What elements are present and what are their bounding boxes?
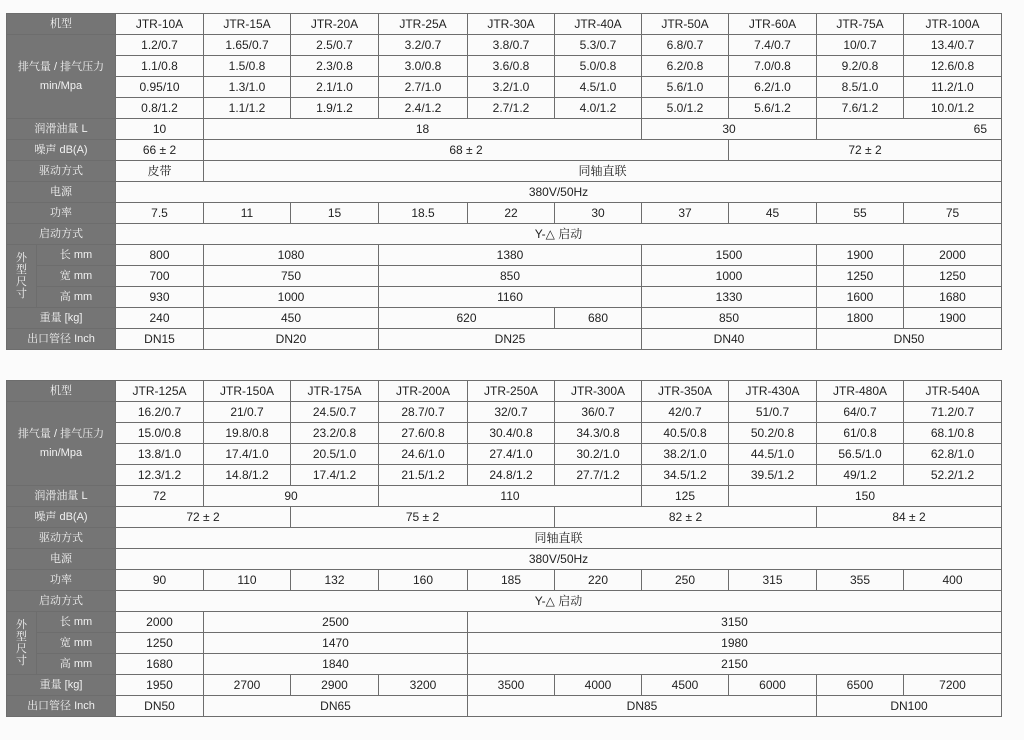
pressure-row	[7, 77, 1002, 98]
model-cell: JTR-125A	[116, 381, 204, 402]
pressure-cell: 6.2/1.0	[729, 77, 817, 98]
dim-cell: 1080	[204, 245, 379, 266]
noise-cell: 72 ± 2	[116, 507, 291, 528]
pressure-cell: 28.7/0.7	[379, 402, 468, 423]
drive-row	[7, 528, 1002, 549]
pressure-cell: 3.2/1.0	[468, 77, 555, 98]
air-pressure-label: 排气量 / 排气压力 min/Mpa	[7, 35, 116, 119]
pressure-cell: 19.8/0.8	[204, 423, 291, 444]
pressure-cell: 64/0.7	[817, 402, 904, 423]
weight-cell: 2900	[291, 675, 379, 696]
drive-row	[7, 161, 1002, 182]
outlet-row	[7, 329, 1002, 350]
start-cell: Y-△ 启动	[116, 224, 1002, 245]
pressure-cell: 5.6/1.2	[729, 98, 817, 119]
outlet-cell: DN25	[379, 329, 642, 350]
pressure-cell: 7.0/0.8	[729, 56, 817, 77]
lube-cell: 30	[642, 119, 817, 140]
noise-cell: 84 ± 2	[817, 507, 1002, 528]
lube-cell: 10	[116, 119, 204, 140]
model-cell: JTR-175A	[291, 381, 379, 402]
weight-cell: 3200	[379, 675, 468, 696]
pressure-cell: 40.5/0.8	[642, 423, 729, 444]
pressure-cell: 51/0.7	[729, 402, 817, 423]
outlet-cell: DN85	[468, 696, 817, 717]
lube-cell: 150	[729, 486, 1002, 507]
pressure-cell: 1.1/1.2	[204, 98, 291, 119]
width-label: 宽 mm	[37, 266, 116, 287]
weight-cell: 850	[642, 308, 817, 329]
pressure-cell: 36/0.7	[555, 402, 642, 423]
power-supply-row	[7, 182, 1002, 203]
outlet-cell: DN65	[204, 696, 468, 717]
pressure-cell: 6.8/0.7	[642, 35, 729, 56]
model-cell: JTR-200A	[379, 381, 468, 402]
dim-cell: 2500	[204, 612, 468, 633]
length-row	[7, 245, 1002, 266]
outlet-cell: DN100	[817, 696, 1002, 717]
power-supply-row	[7, 549, 1002, 570]
weight-cell: 6500	[817, 675, 904, 696]
weight-cell: 450	[204, 308, 379, 329]
power-cell: 160	[379, 570, 468, 591]
pressure-cell: 71.2/0.7	[904, 402, 1002, 423]
pressure-cell: 68.1/0.8	[904, 423, 1002, 444]
model-cell: JTR-40A	[555, 14, 642, 35]
pressure-cell: 21/0.7	[204, 402, 291, 423]
dim-cell: 1840	[204, 654, 468, 675]
pressure-cell: 5.0/0.8	[555, 56, 642, 77]
pressure-cell: 2.3/0.8	[291, 56, 379, 77]
width-row	[7, 266, 1002, 287]
weight-cell: 680	[555, 308, 642, 329]
drive-cell: 皮带	[116, 161, 204, 182]
height-label: 高 mm	[37, 287, 116, 308]
pressure-cell: 17.4/1.0	[204, 444, 291, 465]
model-cell: JTR-350A	[642, 381, 729, 402]
pressure-cell: 14.8/1.2	[204, 465, 291, 486]
pressure-row	[7, 402, 1002, 423]
air-pressure-label: 排气量 / 排气压力 min/Mpa	[7, 402, 116, 486]
power-cell: 220	[555, 570, 642, 591]
dim-cell: 1330	[642, 287, 817, 308]
outlet-cell: DN15	[116, 329, 204, 350]
pressure-cell: 2.5/0.7	[291, 35, 379, 56]
pressure-cell: 13.4/0.7	[904, 35, 1002, 56]
pressure-cell: 4.0/1.2	[555, 98, 642, 119]
lube-cell	[817, 119, 1002, 140]
power-cell: 185	[468, 570, 555, 591]
dim-cell: 1900	[817, 245, 904, 266]
start-label: 启动方式	[7, 224, 116, 245]
pressure-cell: 5.3/0.7	[555, 35, 642, 56]
height-row	[7, 654, 1002, 675]
power-supply-label: 电源	[7, 182, 116, 203]
length-row	[7, 612, 1002, 633]
power-cell: 90	[116, 570, 204, 591]
dim-cell: 1000	[642, 266, 817, 287]
pressure-cell: 0.8/1.2	[116, 98, 204, 119]
weight-row	[7, 308, 1002, 329]
pressure-cell: 34.3/0.8	[555, 423, 642, 444]
pressure-cell: 30.4/0.8	[468, 423, 555, 444]
dim-cell: 3150	[468, 612, 1002, 633]
pressure-cell: 1.2/0.7	[116, 35, 204, 56]
pressure-cell: 61/0.8	[817, 423, 904, 444]
pressure-cell: 15.0/0.8	[116, 423, 204, 444]
dim-cell: 1250	[904, 266, 1002, 287]
noise-cell: 72 ± 2	[729, 140, 1002, 161]
pressure-cell: 3.2/0.7	[379, 35, 468, 56]
noise-row	[7, 507, 1002, 528]
lube-row	[7, 119, 1002, 140]
outlet-cell: DN50	[116, 696, 204, 717]
lube-label: 润滑油量 L	[7, 119, 116, 140]
model-row	[7, 381, 1002, 402]
model-cell: JTR-430A	[729, 381, 817, 402]
pressure-cell: 21.5/1.2	[379, 465, 468, 486]
pressure-row	[7, 98, 1002, 119]
start-label: 启动方式	[7, 591, 116, 612]
weight-cell: 1800	[817, 308, 904, 329]
pressure-cell: 3.6/0.8	[468, 56, 555, 77]
pressure-cell: 38.2/1.0	[642, 444, 729, 465]
pressure-cell: 0.95/10	[116, 77, 204, 98]
pressure-cell: 4.5/1.0	[555, 77, 642, 98]
dim-cell: 1000	[204, 287, 379, 308]
dim-cell: 850	[379, 266, 642, 287]
model-row	[7, 14, 1002, 35]
pressure-cell: 8.5/1.0	[817, 77, 904, 98]
weight-cell: 7200	[904, 675, 1002, 696]
pressure-cell: 56.5/1.0	[817, 444, 904, 465]
lube-cell: 125	[642, 486, 729, 507]
start-row	[7, 224, 1002, 245]
power-label: 功率	[7, 570, 116, 591]
dim-cell: 1500	[642, 245, 817, 266]
pressure-row	[7, 465, 1002, 486]
lube-cell: 110	[379, 486, 642, 507]
drive-cell: 同轴直联	[116, 528, 1002, 549]
dim-cell: 1250	[817, 266, 904, 287]
pressure-row	[7, 56, 1002, 77]
power-supply-label: 电源	[7, 549, 116, 570]
model-cell: JTR-150A	[204, 381, 291, 402]
model-cell: JTR-15A	[204, 14, 291, 35]
pressure-cell: 12.6/0.8	[904, 56, 1002, 77]
power-label: 功率	[7, 203, 116, 224]
dim-cell: 2000	[904, 245, 1002, 266]
noise-cell: 75 ± 2	[291, 507, 555, 528]
pressure-cell: 30.2/1.0	[555, 444, 642, 465]
power-cell: 7.5	[116, 203, 204, 224]
pressure-cell: 20.5/1.0	[291, 444, 379, 465]
pressure-cell: 1.1/0.8	[116, 56, 204, 77]
pressure-cell: 50.2/0.8	[729, 423, 817, 444]
noise-cell: 68 ± 2	[204, 140, 729, 161]
pressure-cell: 49/1.2	[817, 465, 904, 486]
dim-cell: 1250	[116, 633, 204, 654]
pressure-cell: 7.6/1.2	[817, 98, 904, 119]
pressure-cell: 1.65/0.7	[204, 35, 291, 56]
model-cell: JTR-480A	[817, 381, 904, 402]
length-label: 长 mm	[37, 612, 116, 633]
pressure-cell: 9.2/0.8	[817, 56, 904, 77]
model-cell: JTR-300A	[555, 381, 642, 402]
pressure-row	[7, 444, 1002, 465]
spec-table-1	[6, 13, 1002, 350]
pressure-cell: 39.5/1.2	[729, 465, 817, 486]
dim-cell: 1680	[904, 287, 1002, 308]
power-cell: 110	[204, 570, 291, 591]
weight-cell: 3500	[468, 675, 555, 696]
model-cell: JTR-30A	[468, 14, 555, 35]
pressure-cell: 23.2/0.8	[291, 423, 379, 444]
power-cell: 315	[729, 570, 817, 591]
outlet-cell: DN20	[204, 329, 379, 350]
noise-label: 噪声 dB(A)	[7, 140, 116, 161]
pressure-cell: 2.1/1.0	[291, 77, 379, 98]
model-cell: JTR-100A	[904, 14, 1002, 35]
dim-cell: 2150	[468, 654, 1002, 675]
pressure-cell: 12.3/1.2	[116, 465, 204, 486]
outlet-label: 出口管径 Inch	[7, 696, 116, 717]
dim-cell: 800	[116, 245, 204, 266]
pressure-cell: 7.4/0.7	[729, 35, 817, 56]
power-supply-cell: 380V/50Hz	[116, 549, 1002, 570]
pressure-cell: 44.5/1.0	[729, 444, 817, 465]
weight-cell: 4500	[642, 675, 729, 696]
power-cell: 55	[817, 203, 904, 224]
model-label: 机型	[7, 14, 116, 35]
power-cell: 400	[904, 570, 1002, 591]
pressure-cell: 13.8/1.0	[116, 444, 204, 465]
outlet-cell: DN50	[817, 329, 1002, 350]
model-label: 机型	[7, 381, 116, 402]
dim-cell: 930	[116, 287, 204, 308]
pressure-cell: 1.3/1.0	[204, 77, 291, 98]
lube-row	[7, 486, 1002, 507]
pressure-cell: 24.8/1.2	[468, 465, 555, 486]
weight-label: 重量 [kg]	[7, 308, 116, 329]
pressure-cell: 2.7/1.0	[379, 77, 468, 98]
power-cell: 18.5	[379, 203, 468, 224]
weight-cell: 620	[379, 308, 555, 329]
model-cell: JTR-540A	[904, 381, 1002, 402]
pressure-cell: 10.0/1.2	[904, 98, 1002, 119]
pressure-cell: 24.6/1.0	[379, 444, 468, 465]
pressure-cell: 1.9/1.2	[291, 98, 379, 119]
pressure-cell: 27.4/1.0	[468, 444, 555, 465]
spec-table-2	[6, 380, 1002, 717]
noise-cell: 66 ± 2	[116, 140, 204, 161]
dimensions-label: 外型尺寸	[7, 245, 37, 308]
noise-cell: 82 ± 2	[555, 507, 817, 528]
power-cell: 250	[642, 570, 729, 591]
outlet-cell: DN40	[642, 329, 817, 350]
pressure-cell: 11.2/1.0	[904, 77, 1002, 98]
dim-cell: 700	[116, 266, 204, 287]
noise-row	[7, 140, 1002, 161]
dim-cell: 1980	[468, 633, 1002, 654]
dim-cell: 1600	[817, 287, 904, 308]
weight-cell: 1950	[116, 675, 204, 696]
drive-label: 驱动方式	[7, 161, 116, 182]
pressure-cell: 62.8/1.0	[904, 444, 1002, 465]
pressure-cell: 10/0.7	[817, 35, 904, 56]
pressure-cell: 17.4/1.2	[291, 465, 379, 486]
dim-cell: 1470	[204, 633, 468, 654]
weight-cell: 6000	[729, 675, 817, 696]
pressure-cell: 6.2/0.8	[642, 56, 729, 77]
dim-cell: 750	[204, 266, 379, 287]
pressure-cell: 27.6/0.8	[379, 423, 468, 444]
dimensions-label: 外型尺寸	[7, 612, 37, 675]
pressure-cell: 24.5/0.7	[291, 402, 379, 423]
lube-cell: 90	[204, 486, 379, 507]
power-cell: 15	[291, 203, 379, 224]
weight-row	[7, 675, 1002, 696]
pressure-cell: 3.8/0.7	[468, 35, 555, 56]
dim-cell: 1680	[116, 654, 204, 675]
drive-label: 驱动方式	[7, 528, 116, 549]
height-label: 高 mm	[37, 654, 116, 675]
drive-cell: 同轴直联	[204, 161, 1002, 182]
power-cell: 11	[204, 203, 291, 224]
pressure-cell: 3.0/0.8	[379, 56, 468, 77]
lube-cell: 18	[204, 119, 642, 140]
weight-cell: 2700	[204, 675, 291, 696]
pressure-cell: 34.5/1.2	[642, 465, 729, 486]
pressure-cell: 27.7/1.2	[555, 465, 642, 486]
lube-label: 润滑油量 L	[7, 486, 116, 507]
power-row	[7, 203, 1002, 224]
noise-label: 噪声 dB(A)	[7, 507, 116, 528]
pressure-cell: 52.2/1.2	[904, 465, 1002, 486]
pressure-row	[7, 423, 1002, 444]
power-row	[7, 570, 1002, 591]
pressure-cell: 5.0/1.2	[642, 98, 729, 119]
length-label: 长 mm	[37, 245, 116, 266]
pressure-cell: 16.2/0.7	[116, 402, 204, 423]
model-cell: JTR-10A	[116, 14, 204, 35]
model-cell: JTR-75A	[817, 14, 904, 35]
model-cell: JTR-250A	[468, 381, 555, 402]
power-cell: 45	[729, 203, 817, 224]
dim-cell: 1380	[379, 245, 642, 266]
width-label: 宽 mm	[37, 633, 116, 654]
outlet-label: 出口管径 Inch	[7, 329, 116, 350]
dim-cell: 2000	[116, 612, 204, 633]
width-row	[7, 633, 1002, 654]
lube-value: 65	[973, 122, 987, 136]
height-row	[7, 287, 1002, 308]
model-cell: JTR-20A	[291, 14, 379, 35]
pressure-cell: 2.4/1.2	[379, 98, 468, 119]
pressure-cell: 5.6/1.0	[642, 77, 729, 98]
model-cell: JTR-60A	[729, 14, 817, 35]
power-cell: 37	[642, 203, 729, 224]
weight-cell: 240	[116, 308, 204, 329]
pressure-cell: 2.7/1.2	[468, 98, 555, 119]
start-cell: Y-△ 启动	[116, 591, 1002, 612]
weight-label: 重量 [kg]	[7, 675, 116, 696]
model-cell: JTR-50A	[642, 14, 729, 35]
power-cell: 30	[555, 203, 642, 224]
pressure-cell: 1.5/0.8	[204, 56, 291, 77]
lube-cell: 72	[116, 486, 204, 507]
outlet-row	[7, 696, 1002, 717]
weight-cell: 1900	[904, 308, 1002, 329]
power-cell: 22	[468, 203, 555, 224]
start-row	[7, 591, 1002, 612]
pressure-cell: 42/0.7	[642, 402, 729, 423]
power-cell: 75	[904, 203, 1002, 224]
power-cell: 132	[291, 570, 379, 591]
power-supply-cell: 380V/50Hz	[116, 182, 1002, 203]
model-cell: JTR-25A	[379, 14, 468, 35]
pressure-cell: 32/0.7	[468, 402, 555, 423]
weight-cell: 4000	[555, 675, 642, 696]
pressure-row	[7, 35, 1002, 56]
power-cell: 355	[817, 570, 904, 591]
dim-cell: 1160	[379, 287, 642, 308]
